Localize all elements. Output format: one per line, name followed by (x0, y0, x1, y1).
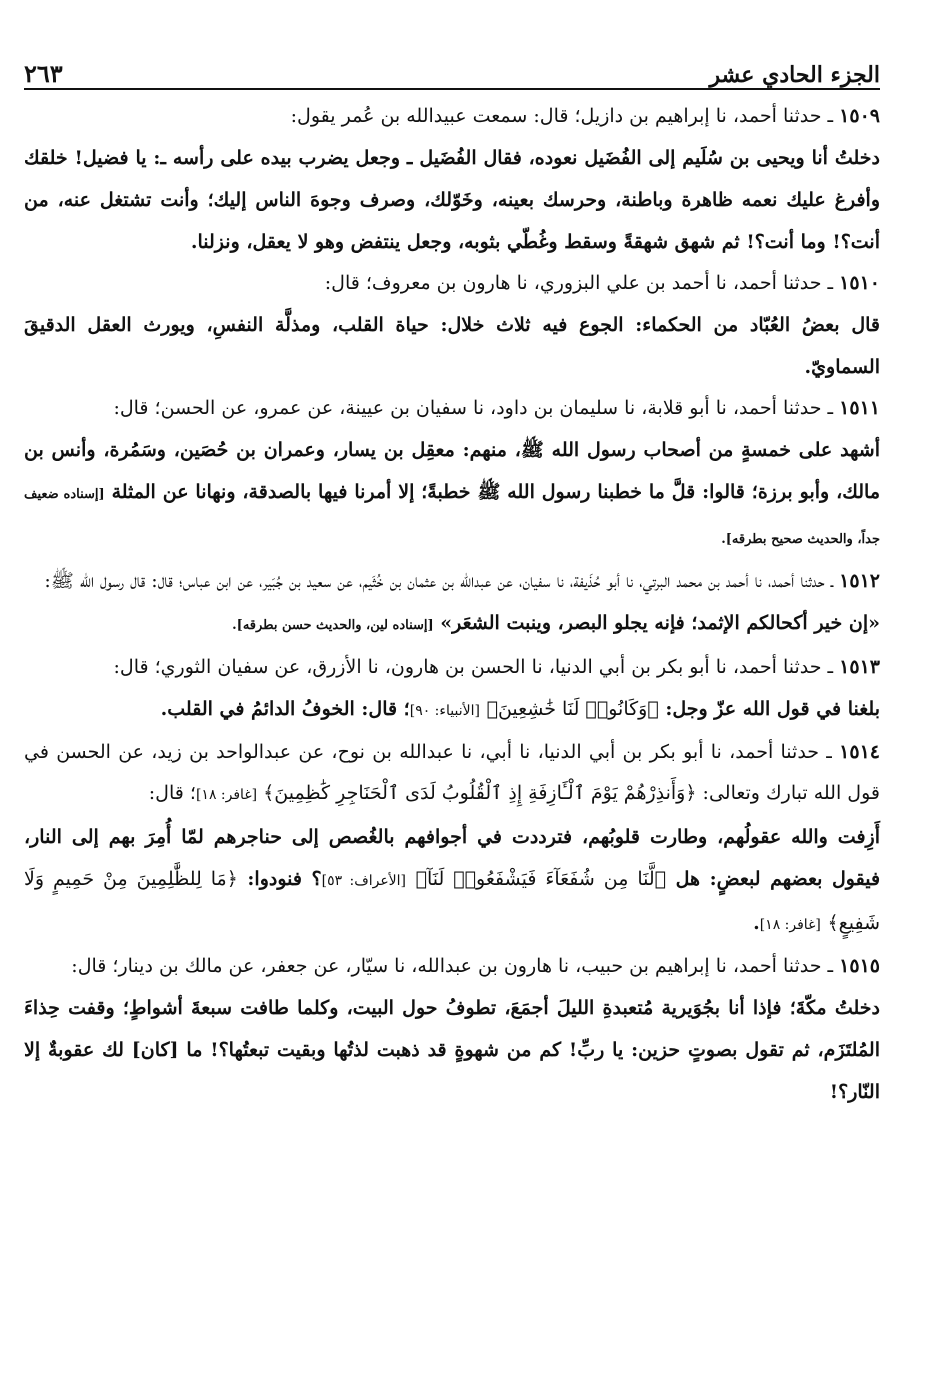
isnad-text: ـ حدثنا أحمد، نا أبو بكر بن أبي الدنيا، نا أبي، نا عبدالله بن نوح، عن عبدالواحد بن زيد، عن الحسن في قول الله تبارك وتعالى: (24, 741, 880, 804)
matn-text: ؟ فنودوا: (237, 868, 322, 890)
matn-text: ؛ قال: الخوفُ الدائمُ في القلب. (160, 698, 410, 720)
grading-note: [إسناده ضعيف جداً، والحديث صحيح بطرقه]. (24, 487, 880, 547)
isnad-text: ـ حدثنا أحمد، نا أحمد بن محمد البرتي، نا أبو حُذَيفة، نا سفيان، عن عبدالله بن عثمان بن خُثَيم، عن سعيد بن جُبَير، عن ابن عباس؛ قال: قال رسول الله ﷺ: (44, 570, 834, 592)
hadith-entry (24, 561, 880, 647)
matn: قال بعضُ العُبّاد من الحكماء: الجوع فيه ثلاث خلال: حياة القلب، ومذلَّة النفسِ، ويورث العقل الدقيقَ السماويّ. (24, 314, 880, 378)
isnad (24, 388, 880, 429)
isnad (24, 263, 880, 304)
entry-number: ١٥١٤ (839, 741, 880, 763)
entry-number: ١٥٠٩ (839, 105, 880, 127)
matn (24, 816, 880, 946)
hadith-entry (24, 263, 880, 388)
verse-reference: [غافر: ١٨] (195, 787, 258, 803)
isnad-text: ـ حدثنا أحمد، نا أبو بكر بن أبي الدنيا، نا الحسن بن هارون، نا الأزرق، عن سفيان الثوري؛ قال: (113, 656, 834, 678)
matn: دخلتُ أنا ويحيى بن سُلَيم إلى الفُضَيل نعوده، فقال الفُضَيل ـ وجعل يضرب بيده على رأسه ـ: يا فضيل! خلقك وأفرغ عليك نعمه ظاهرة وباطنة، وحرسك بعينه، وخَوّلك، وصرف وجوهَ الناس إليك؛ وأنت تشتغل عنه، من أنت؟! وما أنت؟! ثم شهق شهقةً وسقط وغُطّي بثوبه، وجعل ينتفض وهو لا يعقل، ونزلنا. (24, 147, 880, 253)
entry-number: ١٥١٣ (839, 656, 880, 678)
grading-note: [إسناده لين، والحديث حسن بطرقه]. (232, 618, 434, 633)
quran-verse: ﴿وَكَانُوا۟ لَنَا خَٰشِعِينَ﴾ (486, 698, 659, 720)
matn (24, 688, 880, 732)
hadith-entry (24, 946, 880, 1113)
isnad (24, 647, 880, 688)
entry-number: ١٥١٠ (839, 272, 880, 294)
isnad-text: ـ حدثنا أحمد، نا إبراهيم بن دازيل؛ قال: سمعت عبيدالله بن عُمر يقول: (290, 105, 834, 127)
hadith-entry (24, 732, 880, 946)
verse-reference: [غافر: ١٨] (759, 917, 821, 933)
verse-reference: [الأعراف: ٥٣] (321, 873, 407, 889)
matn (24, 429, 880, 561)
matn-text: . (753, 912, 760, 934)
matn-text: أشهد على خمسةٍ من أصحاب رسول الله ﷺ، منهم: معقِل بن يسار، وعمران بن حُصَين، وسَمُرة، وأنس بن مالك، وأبو برزة؛ قالوا: قلَّ ما خطبنا رسول الله ﷺ خطبةً؛ إلا أمرنا فيها بالصدقة، ونهانا عن المثلة (24, 439, 880, 503)
book-page (24, 40, 880, 1113)
matn (24, 602, 880, 647)
matn: دخلتُ مكّةَ؛ فإذا أنا بجُوَيرية مُتعبدةِ الليلَ أجمَعَ، تطوفُ حول البيت، وكلما طافت سبعةَ أشواطٍ؛ وقفت حِذاءَ المُلتَزَم، ثم تقول بصوتٍ حزين: يا ربِّ! كم من شهوةٍ قد ذهبت لذتُها وبقيت تبعتُها؟! ما [كان] لك عقوبةٌ إلا النّار؟! (24, 997, 880, 1103)
isnad (24, 561, 880, 602)
isnad-text: ؛ قال: (148, 782, 196, 804)
hadith-entry (24, 647, 880, 732)
quran-verse: ﴿مَا لِلظَّٰلِمِينَ مِنْ حَمِيمٍ وَلَا شَفِيعٍ﴾ (24, 868, 880, 934)
isnad (24, 96, 880, 137)
entry-number: ١٥١٢ (839, 570, 880, 592)
verse-reference: [الأنبياء: ٩٠] (409, 703, 480, 719)
isnad-text: ـ حدثنا أحمد، نا أبو قلابة، نا سليمان بن داود، نا سفيان بن عيينة، عن عمرو، عن الحسن؛ قال: (113, 397, 834, 419)
quran-verse: ﴿لَّنَا مِن شُفَعَآءَ فَيَشْفَعُوا۟ لَنَآ﴾ (415, 868, 667, 890)
isnad-text: ـ حدثنا أحمد، نا أحمد بن علي البزوري، نا هارون بن معروف؛ قال: (324, 272, 834, 294)
running-title: الجزء الحادي عشر (709, 62, 880, 88)
matn-text: أَزِفت والله عقولُهم، وطارت قلوبُهم، فترددت في أجوافهم بالغُصص إلى حناجرهم لمّا أُمِرَ بهم إلى النار، فيقول بعضهم لبعضٍ: هل (24, 826, 881, 890)
entry-number: ١٥١١ (839, 397, 880, 419)
hadith-entry (24, 388, 880, 561)
matn-text: «إن خير أكحالكم الإثمد؛ فإنه يجلو البصر، وينبت الشعَر» (440, 612, 880, 634)
quran-verse: ﴿وَأَنذِرْهُمْ يَوْمَ ٱلْـَٔازِفَةِ إِذِ ٱلْقُلُوبُ لَدَى ٱلْحَنَاجِرِ كَٰظِمِينَ﴾ (263, 782, 697, 804)
page-header (24, 40, 880, 90)
isnad (24, 732, 880, 816)
isnad (24, 946, 880, 987)
isnad-text: ـ حدثنا أحمد، نا إبراهيم بن حبيب، نا هارون بن عبدالله، نا سيّار، عن جعفر، عن مالك بن دينار؛ قال: (71, 955, 834, 977)
hadith-entry (24, 96, 880, 263)
page-number: ٢٦٣ (24, 59, 63, 88)
matn-text: بلغنا في قول الله عزّ وجل: (658, 698, 880, 720)
entry-number: ١٥١٥ (839, 955, 880, 977)
